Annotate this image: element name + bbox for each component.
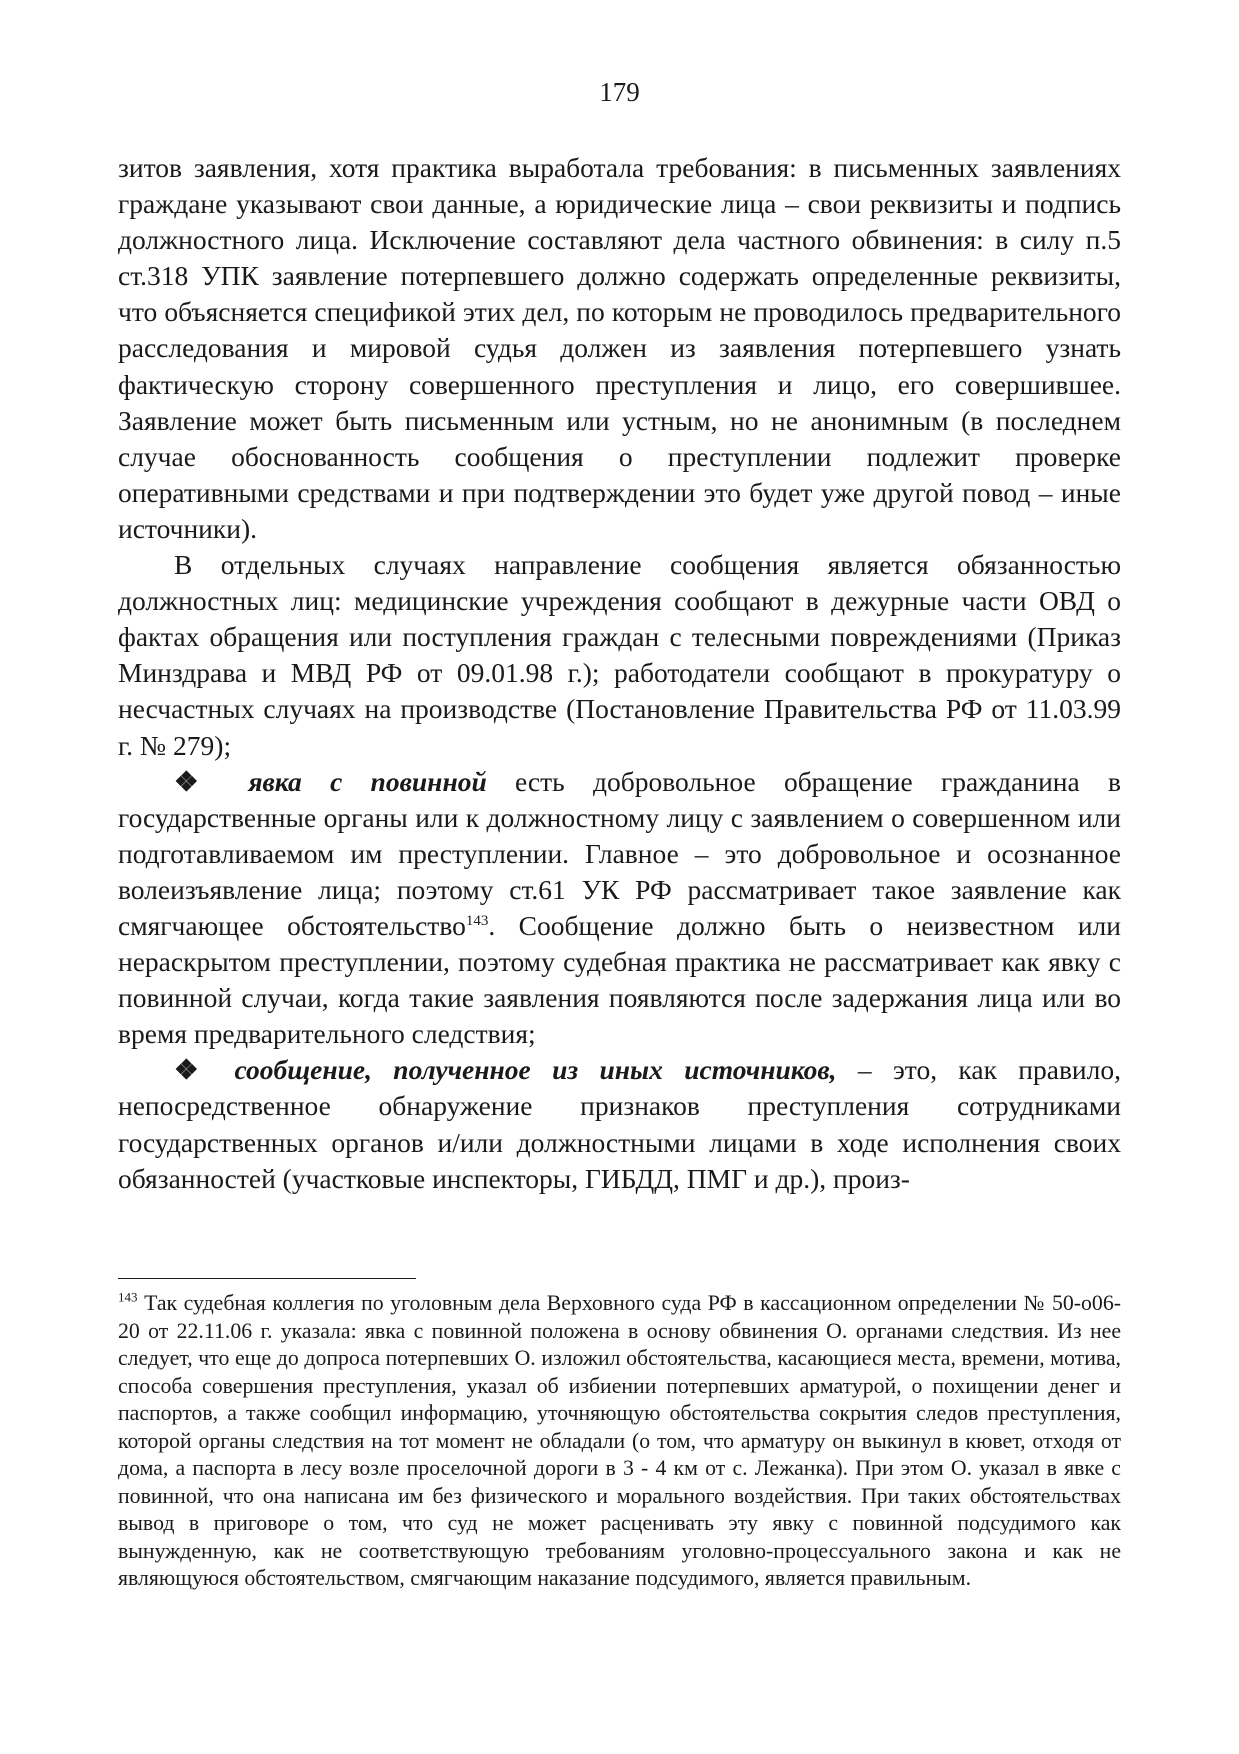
term-surrender: явка с повинной bbox=[248, 765, 487, 797]
paragraph-other-sources bbox=[118, 1052, 1121, 1196]
term-other-sources: сообщение, полученное из иных источников, bbox=[234, 1054, 837, 1086]
paragraph-surrender bbox=[118, 764, 1121, 1053]
main-text bbox=[118, 150, 1121, 1197]
paragraph-other-sources-text: – это, как правило, непосредственное обнаружение признаков преступления сотрудниками государственных органов и/или должностными лицами в ходе исполнения своих обязанностей (участковые инспекторы, ГИБДД, ПМГ и др.), произ- bbox=[118, 1054, 1121, 1194]
footnote-reference: 143 bbox=[465, 912, 489, 929]
paragraph-duty-reporting: В отдельных случаях направление сообщения является обязанностью должностных лиц: медицинские учреждения сообщают в дежурные части ОВД о фактах обращения или поступления граждан с телесными повреждениями (Приказ Минздрава и МВД РФ от 09.01.98 г.); работодатели сообщают в прокуратуру о несчастных случаях на производстве (Постановление Правительства РФ от 11.03.99 г. № 279); bbox=[118, 549, 1121, 761]
footnote-text: Так судебная коллегия по уголовным дела Верховного суда РФ в кассационном определении № 50-о06-20 от 22.11.06 г. указала: явка с повинной положена в основу обвинения О. органами следствия. Из нее следует, что еще до допроса потерпевших О. изложил обстоятельства, касающиеся места, времени, мотива, способа совершения преступления, указал об избиении потерпевших арматурой, о похищении денег и паспортов, а также сообщил информацию, уточняющую обстоятельства сокрытия следов преступления, которой органы следствия на тот момент не обладали (о том, что арматуру он выкинул в кювет, отходя от дома, а паспорта в лесу возле проселочной дороги в 3 - 4 км от с. Лежанка). При этом О. указал в явке с повинной, что она написана им без физического и морального воздействия. При таких обстоятельствах вывод в приговоре о том, что суд не может расценивать эту явку с повинной подсудимого как вынужденную, как не соответствующую требованиям уголовно-процессуального закона и как не являющуюся обстоятельством, смягчающим наказание подсудимого, является правильным. bbox=[118, 1291, 1121, 1590]
footnote-number: 143 bbox=[118, 1289, 138, 1305]
paragraph-surrender-text-end: . Сообщение должно быть о неизвестном или нераскрытом преступлении, поэтому судебная практика не рассматривает как явку с повинной случаи, когда такие заявления появляются после задержания лица или во время предварительного следствия; bbox=[118, 909, 1121, 1050]
paragraph-continuation: зитов заявления, хотя практика выработала требования: в письменных заявлениях граждане указывают свои данные, а юридические лица – свои реквизиты и подпись должностного лица. Исключение составляют дела частного обвинения: в силу п.5 ст.318 УПК заявление потерпевшего должно содержать определенные реквизиты, что объясняется спецификой этих дел, по которым не проводилось предварительного расследования и мировой судья должен из заявления потерпевшего узнать фактическую сторону совершенного преступления и лицо, его совершившее. Заявление может быть письменным или устным, но не анонимным (в последнем случае обоснованность сообщения о преступлении подлежит проверке оперативными средствами и при подтверждении это будет уже другой повод – иные источники). bbox=[118, 152, 1121, 544]
paragraph-surrender-text: есть добровольное обращение гражданина в государственные органы или к должностному лицу с заявлением о совершенном или подготавливаемом им преступлении. Главное – это добровольное и осознанное волеизъявление лица; поэтому ст.61 УК РФ рассматривает такое заявление как смягчающее обстоятельство bbox=[118, 765, 1121, 941]
diamond-bullet-icon: ❖ bbox=[174, 1054, 214, 1086]
diamond-bullet-icon: ❖ bbox=[174, 765, 221, 797]
footnote-143 bbox=[118, 1290, 1121, 1593]
page-number: 179 bbox=[599, 77, 640, 107]
footnote-divider bbox=[118, 1278, 416, 1279]
footnote-section bbox=[118, 1290, 1121, 1593]
